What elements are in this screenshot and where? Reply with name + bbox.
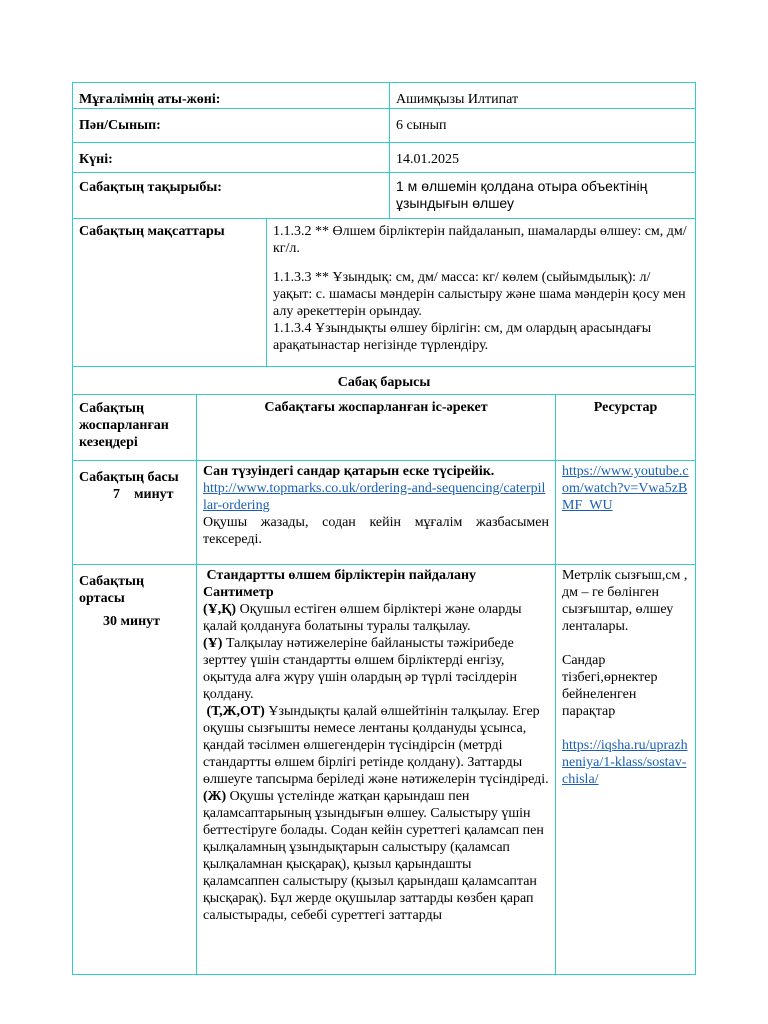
- lesson-plan-document: [72, 82, 695, 975]
- p1-text: Оқушыл естіген өлшем бірліктері және оларды қалай қолдануға болатыны туралы талқылау.: [203, 602, 522, 634]
- p4-text: Оқушы үстелінде жатқан қарындаш пен қаламсаптарының ұзындығын өлшеу. Салыстыру үшін беттестіруге болады. Содан кейін суреттегі қаламсап пен қылқаламның ұзындықтарын салыстыру (қаламсап қылқаламнан қысқарақ), қызыл қарындашты қаламсаппен салыстыру (қызыл қарындаш қаламсаптан қысқарақ). Бұл жерде оқушылар заттарды көзбен қарап салыстырады, себебі суреттегі заттарды: [203, 789, 544, 923]
- col-header-activity: Сабақтағы жоспарланған іс-әрекет: [197, 395, 556, 461]
- subject-label: Пән/Сынып:: [73, 109, 390, 143]
- topmarks-link[interactable]: http://www.topmarks.co.uk/ordering-and-sequencing/caterpillar-ordering: [203, 481, 546, 513]
- stage-middle-time: 30 минут: [103, 614, 161, 629]
- col-header-resources: Ресурстар: [556, 395, 696, 461]
- date-value: 14.01.2025: [390, 143, 696, 173]
- date-label: Күні:: [73, 143, 390, 173]
- start-activity-text: Оқушы жазады, содан кейін мұғалім жазбасымен тексереді.: [203, 515, 549, 547]
- header-table: [72, 82, 696, 219]
- p1-tag: (Ұ,Қ): [203, 602, 237, 617]
- objective-item-3: 1.1.3.4 Ұзындықты өлшеу бірлігін: см, дм олардың арасындағы арақатынастар негізінде түрлендіру.: [273, 321, 652, 353]
- stage-start-time: 7 минут: [113, 487, 174, 502]
- p4-tag: (Ж): [203, 789, 227, 804]
- start-activity-title: Сан түзуіндегі сандар қатарын еске түсірейік.: [203, 464, 495, 479]
- p3-tag: (Т,Ж,ОТ): [203, 704, 265, 719]
- p2-tag: (Ұ): [203, 636, 223, 651]
- col-header-stage: Сабақтың жоспарланған кезеңдері: [73, 395, 197, 461]
- resource-rulers: Метрлік сызғыш,см , дм – ге бөлінген сызғыштар, өлшеу ленталары.: [562, 568, 688, 634]
- teacher-label: Мұғалімнің аты-жөні:: [73, 83, 390, 109]
- stage-middle: Сабақтың ортасы: [79, 574, 145, 606]
- middle-subtitle: Сантиметр: [203, 585, 274, 600]
- objective-item-2: 1.1.3.3 ** Ұзындық: см, дм/ масса: кг/ көлем (сыйымдылық): л/ уақыт: с. шамасы мәндерін салыстыру және шама мәндерін қосу мен алу әрекеттерін орындау.: [273, 270, 686, 319]
- stage-start: Сабақтың басы: [79, 470, 179, 485]
- objectives-label: Сабақтың мақсаттары: [73, 219, 267, 367]
- objective-item-1: 1.1.3.2 ** Өлшем бірліктерін пайдаланып, шамаларды өлшеу: см, дм/кг/л.: [273, 224, 687, 256]
- objectives-table: [72, 218, 696, 367]
- topic-label: Сабақтың тақырыбы:: [73, 173, 390, 219]
- subject-value: 6 сынып: [390, 109, 696, 143]
- p3-text: Ұзындықты қалай өлшейтінін талқылау. Егер оқушы сызғышты немесе лентаны қолдануды ұсынса, қандай тәсілмен өлшегендерін түсіндірсін (метрді стандартты өлшем бірлігі ретінде қолдану). Заттарды өлшеуге тапсырма беріледі және нәтижелерін түсіндіреді.: [203, 704, 549, 787]
- middle-title: Стандартты өлшем бірліктерін пайдалану: [203, 568, 477, 583]
- iqsha-link[interactable]: https://iqsha.ru/uprazhneniya/1-klass/sostav-chisla/: [562, 738, 688, 787]
- p2-text: Талқылау нәтижелеріне байланысты тәжірибеде зерттеу үшін стандартты өлшем бірліктерді енгізу, оқытуда алға жүру үшін олардың әр түрлі тәсілдерін қолдану.: [203, 636, 518, 702]
- lesson-plan-table: [72, 366, 696, 975]
- topic-value: 1 м өлшемін қолдана отыра объектінің ұзындығын өлшеу: [390, 173, 696, 219]
- resource-sheets: Сандар тізбегі,өрнектер бейнеленген парақтар: [562, 653, 658, 719]
- youtube-link[interactable]: https://www.youtube.com/watch?v=Vwa5zBMF_WU: [562, 464, 689, 513]
- section-title: Сабақ барысы: [73, 367, 696, 395]
- teacher-value: Ашимқызы Илтипат: [390, 83, 696, 109]
